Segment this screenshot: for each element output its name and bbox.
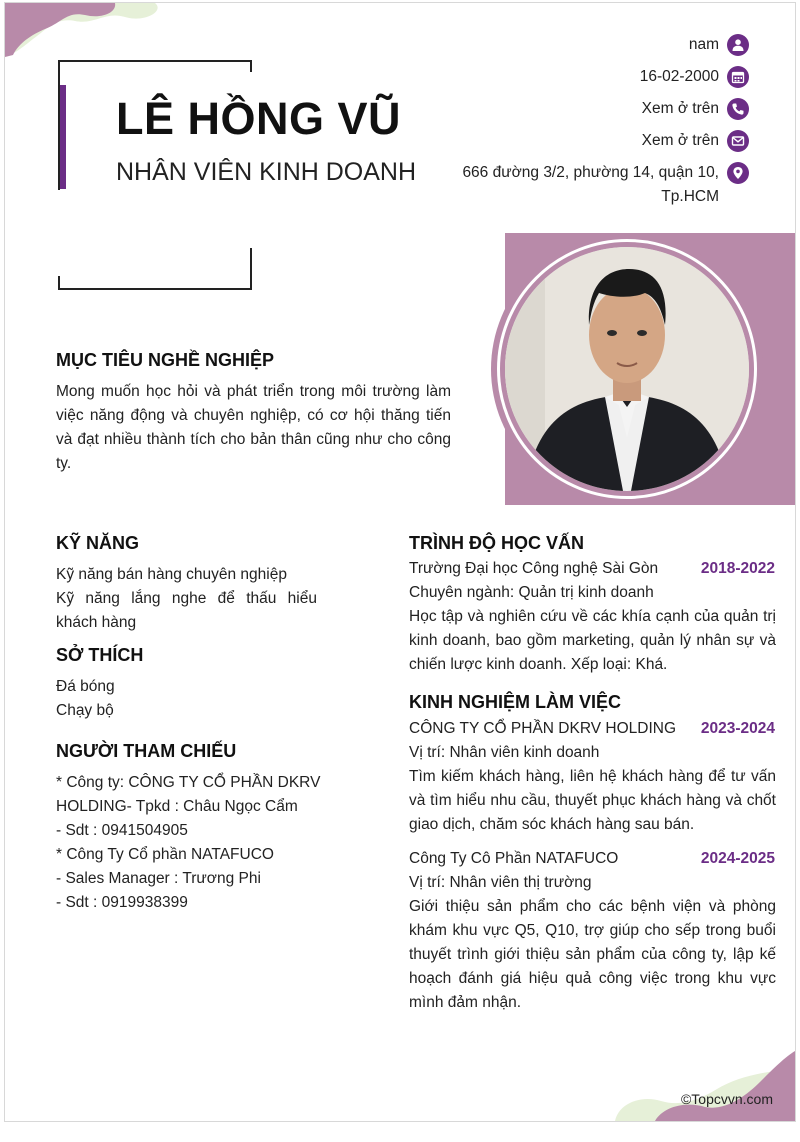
education-school: Trường Đại học Công nghệ Sài Gòn <box>409 560 659 577</box>
job-title: NHÂN VIÊN KINH DOANH <box>116 158 417 186</box>
phone-icon <box>727 98 749 120</box>
calendar-icon <box>727 66 749 88</box>
frame-line <box>58 288 252 290</box>
job-company: CÔNG TY CỔ PHẦN DKRV HOLDING <box>409 720 676 737</box>
contact-birthdate <box>640 65 749 89</box>
experience-title: KINH NGHIỆM LÀM VIỆC <box>409 692 622 712</box>
person-icon <box>727 34 749 56</box>
envelope-icon <box>727 130 749 152</box>
job-years: 2024-2025 <box>700 850 775 867</box>
skill-item: Kỹ năng bán hàng chuyên nghiệp <box>56 566 287 583</box>
frame-line <box>250 248 252 290</box>
bottom-right-decor-shape <box>605 1051 795 1121</box>
education-description: Học tập và nghiên cứu về các khía cạnh của quản trị kinh doanh, bao gồm marketing, quản lý nhân sự và chiến lược kinh doanh. Xếp loại: Khá. <box>409 608 776 673</box>
reference-line: - Sdt : 0919938399 <box>56 894 188 911</box>
frame-line <box>250 60 252 72</box>
profile-photo <box>505 247 749 491</box>
frame-line <box>58 276 60 290</box>
contact-phone-text: Xem ở trên <box>641 100 719 117</box>
contact-email-text: Xem ở trên <box>641 132 719 149</box>
reference-line: * Công Ty Cổ phần NATAFUCO <box>56 846 274 863</box>
contact-address-text <box>462 161 719 209</box>
job-years: 2023-2024 <box>700 720 775 737</box>
education-major: Chuyên ngành: Quản trị kinh doanh <box>409 584 654 601</box>
skill-item: Kỹ năng lắng nghe để thấu hiểu khách hàng <box>56 590 317 631</box>
contact-gender <box>689 33 749 57</box>
location-pin-icon <box>727 162 749 184</box>
job-position: Vị trí: Nhân viên kinh doanh <box>409 744 600 761</box>
hobbies-title: SỞ THÍCH <box>56 645 144 665</box>
top-left-decor-shape <box>5 3 175 63</box>
contact-gender-text: nam <box>688 36 719 53</box>
education-title: TRÌNH ĐỘ HỌC VẤN <box>409 533 584 553</box>
footer-copyright: ©Topcvvn.com <box>680 1091 773 1107</box>
reference-line: - Sales Manager : Trương Phi <box>56 870 261 887</box>
objective-text: Mong muốn học hỏi và phát triển trong môi trường làm việc năng động và chuyên nghiệp, có cơ hội thăng tiến và đạt nhiều thành tích cho bản thân cũng như cho công ty. <box>56 383 451 472</box>
full-name: LÊ HỒNG VŨ <box>116 93 402 144</box>
contact-address <box>462 161 749 209</box>
references-title: NGƯỜI THAM CHIẾU <box>56 741 237 761</box>
education-years: 2018-2022 <box>700 560 775 577</box>
address-line-2: Tp.HCM <box>661 188 719 205</box>
job-description: Giới thiệu sản phẩm cho các bệnh viện và phòng khám khu vực Q5, Q10, trợ giúp cho sếp trong buổi thuyết trình giới thiệu sản phẩm của công ty, lập kế hoạch đánh giá hiệu quả công việc trong khu vực mình đảm nhận. <box>409 898 776 1011</box>
job-description: Tìm kiếm khách hàng, liên hệ khách hàng để tư vấn và tìm hiểu nhu cầu, thuyết phục khách hàng và chốt giao dịch, chăm sóc khách hàng sau bán. <box>409 768 776 833</box>
hobby-item: Đá bóng <box>56 678 115 695</box>
address-line-1: 666 đường 3/2, phường 14, quận 10, <box>462 164 719 181</box>
job-company: Công Ty Cô Phần NATAFUCO <box>409 850 619 867</box>
resume-page <box>4 2 796 1122</box>
contact-phone <box>642 97 749 121</box>
name-accent-bar <box>60 85 66 189</box>
frame-line <box>58 60 252 62</box>
objective-title: MỤC TIÊU NGHỀ NGHIỆP <box>56 350 275 370</box>
contact-email <box>642 129 749 153</box>
skills-title: KỸ NĂNG <box>56 533 140 553</box>
job-position: Vị trí: Nhân viên thị trường <box>409 874 592 891</box>
contact-birthdate-text: 16-02-2000 <box>639 68 719 85</box>
reference-line: HOLDING- Tpkd : Châu Ngọc Cẩm <box>56 798 298 815</box>
hobby-item: Chạy bộ <box>56 702 114 719</box>
reference-line: * Công ty: CÔNG TY CỔ PHẦN DKRV <box>56 774 321 791</box>
reference-line: - Sdt : 0941504905 <box>56 822 188 839</box>
